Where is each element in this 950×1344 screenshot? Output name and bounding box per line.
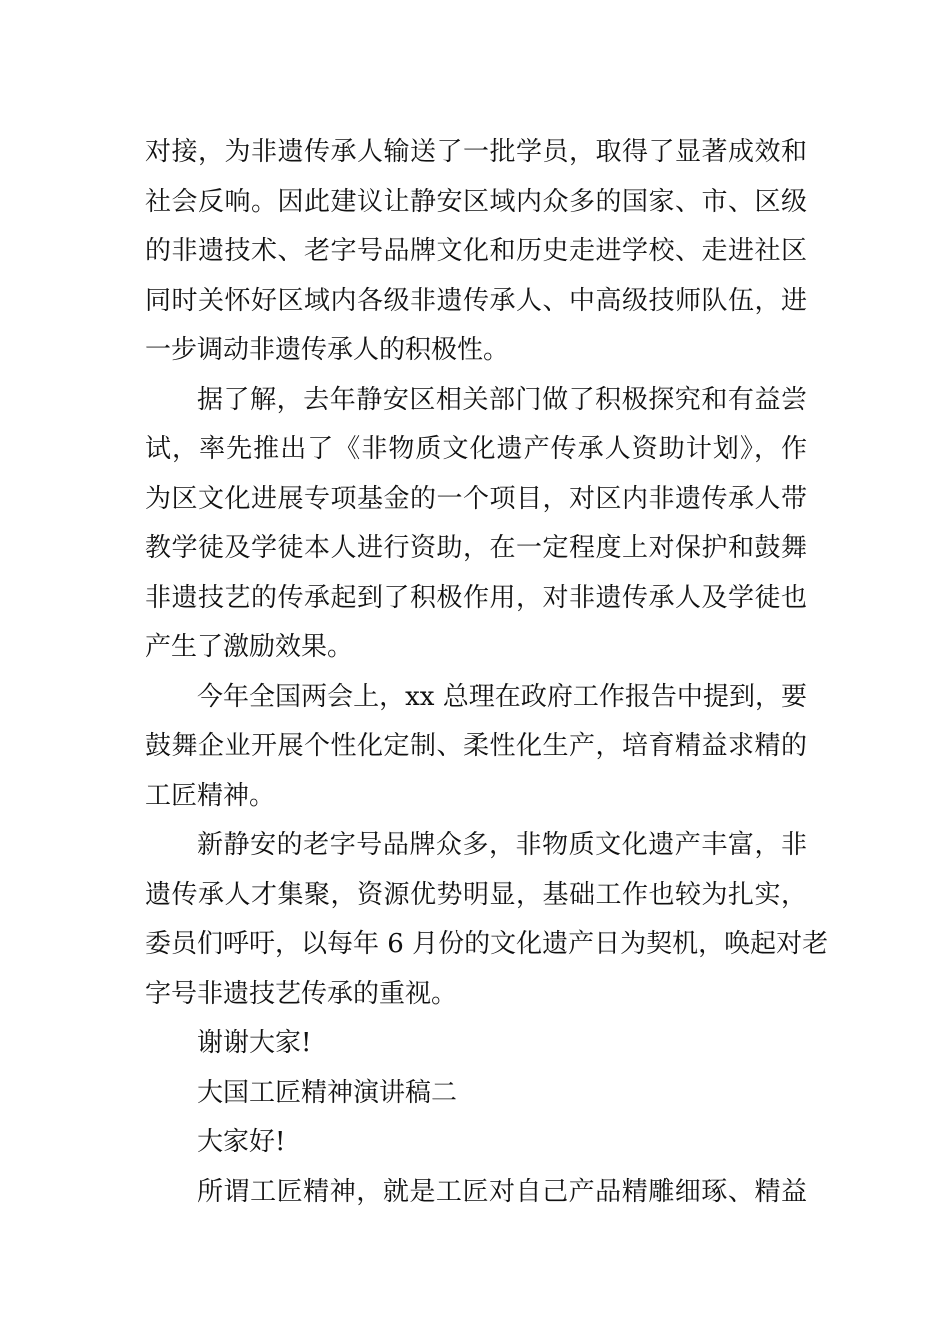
text-line: 社会反响。因此建议让静安区域内众多的国家、市、区级 (145, 186, 807, 217)
text-line: 为区文化进展专项基金的一个项目，对区内非遗传承人带 (145, 483, 807, 514)
document-body (145, 128, 829, 1217)
text-line: 委员们呼吁，以每年 6 月份的文化遗产日为契机，唤起对老 (145, 929, 829, 959)
paragraph-first-line: 据了解，去年静安区相关部门做了积极探究和有益尝 (197, 384, 807, 415)
text-line: 同时关怀好区域内各级非遗传承人、中高级技师队伍，进 (145, 285, 807, 316)
text-line: 非遗技艺的传承起到了积极作用，对非遗传承人及学徒也 (145, 582, 807, 613)
text-line: 教学徒及学徒本人进行资助，在一定程度上对保护和鼓舞 (145, 533, 807, 563)
text-line: 的非遗技术、老字号品牌文化和历史走进学校、走进社区 (145, 236, 807, 266)
text-line: 一步调动非遗传承人的积极性。 (145, 335, 510, 365)
text-line: 试，率先推出了《非物质文化遗产传承人资助计划》，作 (145, 434, 807, 464)
text-line: 产生了激励效果。 (145, 632, 354, 662)
section-title: 大国工匠精神演讲稿二 (197, 1077, 458, 1108)
paragraph-first-line: 今年全国两会上，xx 总理在政府工作报告中提到，要 (197, 681, 807, 712)
greeting-line: 大家好! (197, 1127, 286, 1157)
text-line: 鼓舞企业开展个性化定制、柔性化生产，培育精益求精的 (145, 731, 807, 761)
text-line: 工匠精神。 (145, 780, 276, 811)
paragraph-first-line: 所谓工匠精神，就是工匠对自己产品精雕细琢、精益 (197, 1176, 807, 1207)
paragraph-first-line: 新静安的老字号品牌众多，非物质文化遗产丰富，非 (197, 830, 807, 860)
text-line: 字号非遗技艺传承的重视。 (145, 978, 458, 1009)
text-line: 遗传承人才集聚，资源优势明显，基础工作也较为扎实， (145, 879, 807, 910)
closing-line: 谢谢大家! (197, 1028, 312, 1058)
text-line: 对接，为非遗传承人输送了一批学员，取得了显著成效和 (145, 137, 807, 167)
